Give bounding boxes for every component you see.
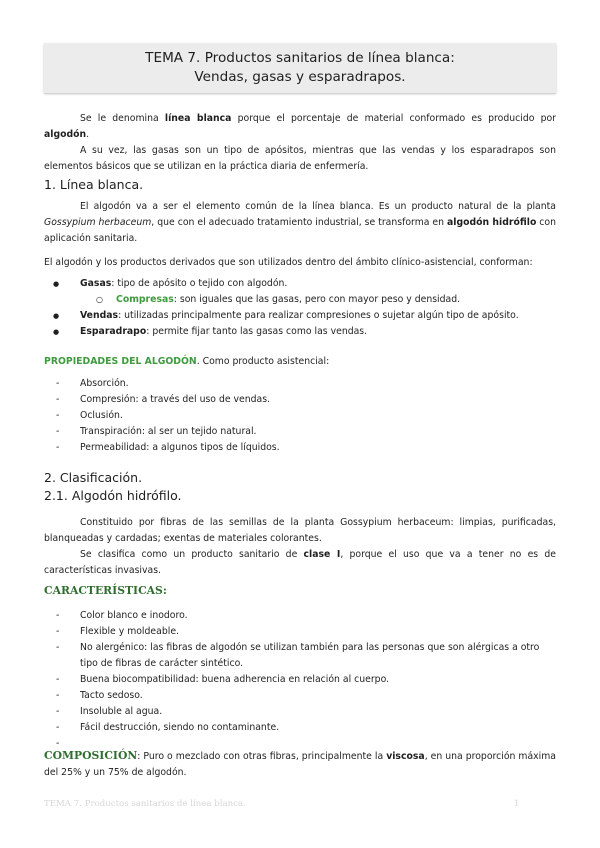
section-1-paragraph-1: El algodón va a ser el elemento común de la línea blanca. Es un producto natural de la planta Gossypium herbaceum, que con el adecuado tratamiento industrial, se transforma en algodón hidrófilo con aplicación sanitaria. (44, 201, 556, 244)
page-number: 1 (514, 799, 520, 809)
list-item: - Fácil destrucción, siendo no contaminante. (80, 720, 556, 736)
properties-heading: PROPIEDADES DEL ALGODÓN. Como producto asistencial: (44, 356, 330, 367)
intro-paragraph-1: Se le denomina línea blanca porque el porcentaje de material conformado es producido por algodón. (44, 113, 556, 140)
list-item: - Absorción. (80, 376, 556, 392)
intro (44, 111, 556, 175)
dash-bullet-icon: - (56, 722, 60, 733)
dash-bullet-icon: - (56, 410, 60, 421)
products-list (53, 276, 556, 340)
list-item: ○ Compresas: son iguales que las gasas, pero con mayor peso y densidad. (116, 292, 556, 308)
title-line-1: TEMA 7. Productos sanitarios de línea blanca: (145, 50, 455, 66)
section-2-heading: 2. Clasificación. (44, 470, 143, 485)
section-1-heading: 1. Línea blanca. (44, 177, 144, 192)
list-item: - Insoluble al agua. (80, 704, 556, 720)
list-item: - Compresión: a través del uso de vendas. (80, 392, 556, 408)
characteristics-heading: CARACTERÍSTICAS: (44, 584, 167, 597)
list-item: - Buena biocompatibilidad: buena adherencia en relación al cuerpo. (80, 672, 556, 688)
list-item: ● Esparadrapo: permite fijar tanto las gasas como las vendas. (80, 324, 556, 340)
dash-bullet-icon: - (56, 642, 60, 653)
dash-bullet-icon: - (56, 706, 60, 717)
section-2-1-paragraph-2: Se clasifica como un producto sanitario de clase I, porque el uso que va a tener no es de características invasivas. (44, 549, 556, 576)
list-item: - Permeabilidad: a algunos tipos de líquidos. (80, 440, 556, 456)
list-item: - No alergénico: las fibras de algodón se utilizan también para las personas que son alérgicas a otro tipo de fibras de carácter sintético. (56, 642, 540, 669)
dash-bullet-icon: - (56, 674, 60, 685)
section-2-1-paragraph-1: Constituido por fibras de las semillas de la planta Gossypium herbaceum: limpias, purificadas, blanqueadas y cardadas; exentas de materiales colorantes. (44, 517, 556, 544)
dash-bullet-icon: - (56, 442, 60, 453)
dash-bullet-icon: - (56, 610, 60, 621)
dash-bullet-icon: - (56, 626, 60, 637)
dash-bullet-icon: - (56, 738, 60, 749)
circle-bullet-icon: ○ (96, 295, 103, 304)
section-1-paragraph-2: El algodón y los productos derivados que son utilizados dentro del ámbito clínico-asistencial, conforman: (44, 257, 533, 268)
bullet-icon: ● (53, 280, 60, 288)
title-box (44, 43, 556, 93)
intro-paragraph-2: A su vez, las gasas son un tipo de apósitos, mientras que las vendas y los esparadrapos son elementos básicos que se utilizan en la práctica diaria de enfermería. (44, 145, 556, 172)
dash-bullet-icon: - (56, 426, 60, 437)
list-item: - Transpiración: al ser un tejido natural. (80, 424, 556, 440)
section-2-1-text (44, 515, 556, 579)
dash-bullet-icon: - (56, 394, 60, 405)
footer-text: TEMA 7. Productos sanitarios de línea blanca. (44, 799, 246, 809)
bullet-icon: ● (53, 312, 60, 320)
list-item: - Tacto sedoso. (80, 688, 556, 704)
bullet-icon: ● (53, 328, 60, 336)
list-item: ● Vendas: utilizadas principalmente para realizar compresiones o sujetar algún tipo de apósito. (80, 308, 556, 324)
dash-bullet-icon: - (56, 690, 60, 701)
dash-bullet-icon: - (56, 378, 60, 389)
composition-paragraph: COMPOSICIÓN: Puro o mezclado con otras fibras, principalmente la viscosa, en una proporción máxima del 25% y un 75% de algodón. (44, 749, 557, 778)
list-item: - Color blanco e inodoro. (80, 608, 556, 624)
list-item: - Oclusión. (80, 408, 556, 424)
section-2-1-heading: 2.1. Algodón hidrófilo. (44, 488, 182, 503)
title-line-2: Vendas, gasas y esparadrapos. (194, 69, 406, 85)
list-item: ● Gasas: tipo de apósito o tejido con algodón. (80, 276, 556, 292)
list-item: - Flexible y moldeable. (80, 624, 556, 640)
properties-list (56, 376, 556, 456)
characteristics-list (56, 608, 556, 749)
